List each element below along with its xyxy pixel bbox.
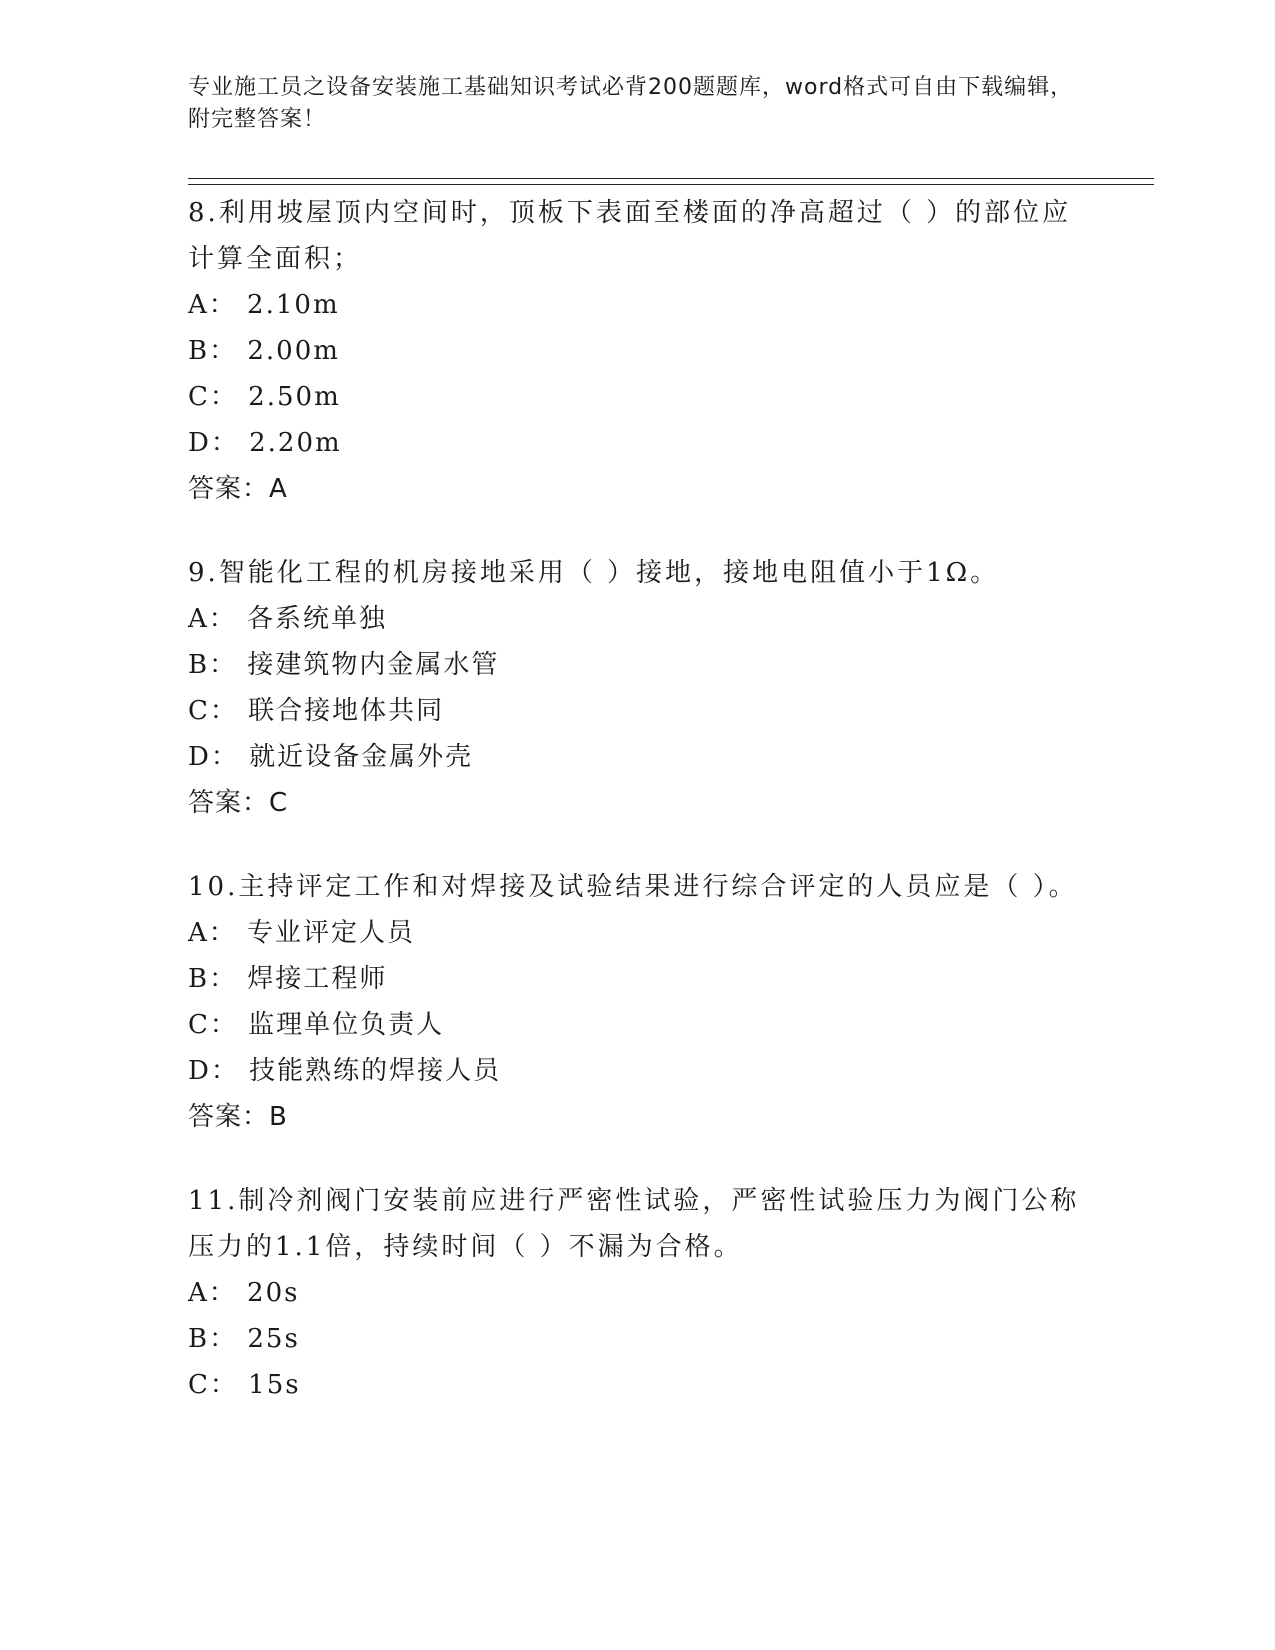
answer-label: 答案： <box>188 1102 270 1132</box>
option-text: 25s <box>247 1324 300 1354</box>
option-separator: ： <box>208 1278 248 1308</box>
option-separator: ： <box>208 918 248 948</box>
header-divider-bottom <box>188 184 1154 185</box>
option-separator: ： <box>210 1056 250 1086</box>
option-item <box>188 642 1088 688</box>
option-separator: ： <box>209 1010 249 1040</box>
option-text: 焊接工程师 <box>247 964 388 994</box>
option-item <box>188 1270 1088 1316</box>
option-text: 专业评定人员 <box>247 918 416 948</box>
option-item <box>188 328 1088 374</box>
option-item <box>188 734 1088 780</box>
option-key: D <box>188 428 211 458</box>
answer-line <box>188 466 1088 512</box>
option-key: C <box>188 696 210 726</box>
option-key: D <box>188 742 211 772</box>
question-block <box>188 1178 1088 1408</box>
option-separator: ： <box>209 964 248 994</box>
option-separator: ： <box>208 604 248 634</box>
answer-value: A <box>269 474 288 504</box>
option-text: 各系统单独 <box>247 604 388 634</box>
option-key: A <box>188 290 209 320</box>
question-stem: 利用坡屋顶内空间时，顶板下表面至楼面的净高超过（ ）的部位应计算全面积； <box>188 198 1072 274</box>
question-block <box>188 190 1088 512</box>
option-key: D <box>188 1056 211 1086</box>
option-text: 2.10m <box>247 290 340 320</box>
question-text <box>188 550 1088 596</box>
option-text: 监理单位负责人 <box>248 1010 445 1040</box>
option-item <box>188 1002 1088 1048</box>
option-item <box>188 282 1088 328</box>
option-separator: ： <box>209 1370 249 1400</box>
option-item <box>188 596 1088 642</box>
answer-value: B <box>269 1102 288 1132</box>
question-number: 8. <box>188 198 219 228</box>
option-separator: ： <box>209 1324 248 1354</box>
option-item <box>188 956 1088 1002</box>
option-key: C <box>188 1010 210 1040</box>
question-block <box>188 550 1088 826</box>
option-item <box>188 1362 1088 1408</box>
question-list <box>188 190 1088 1446</box>
question-text <box>188 190 1088 282</box>
option-text: 接建筑物内金属水管 <box>247 650 500 680</box>
option-separator: ： <box>209 382 249 412</box>
document-header: 专业施工员之设备安装施工基础知识考试必背200题题库，word格式可自由下载编辑，附完整答案！ <box>188 75 1074 132</box>
option-separator: ： <box>208 290 248 320</box>
option-text: 20s <box>247 1278 300 1308</box>
question-number: 9. <box>188 558 219 588</box>
option-item <box>188 374 1088 420</box>
answer-label: 答案： <box>188 474 270 504</box>
option-item <box>188 688 1088 734</box>
question-text <box>188 1178 1088 1270</box>
option-item <box>188 420 1088 466</box>
answer-line <box>188 1094 1088 1140</box>
option-key: C <box>188 382 210 412</box>
option-text: 技能熟练的焊接人员 <box>249 1056 502 1086</box>
option-item <box>188 910 1088 956</box>
option-key: B <box>188 336 210 366</box>
option-key: A <box>188 604 209 634</box>
question-stem: 主持评定工作和对焊接及试验结果进行综合评定的人员应是（ ）。 <box>238 872 1078 902</box>
option-key: B <box>188 1324 210 1354</box>
question-number: 11. <box>188 1186 239 1216</box>
option-separator: ： <box>210 742 250 772</box>
option-text: 15s <box>248 1370 301 1400</box>
question-text <box>188 864 1088 910</box>
option-separator: ： <box>209 696 249 726</box>
option-separator: ： <box>210 428 250 458</box>
option-separator: ： <box>209 336 248 366</box>
option-text: 2.20m <box>249 428 342 458</box>
header-divider-top <box>188 178 1154 179</box>
option-key: A <box>188 918 209 948</box>
option-separator: ： <box>209 650 248 680</box>
option-item <box>188 1316 1088 1362</box>
option-key: C <box>188 1370 210 1400</box>
answer-label: 答案： <box>188 788 270 818</box>
answer-value: C <box>269 788 289 818</box>
question-stem: 智能化工程的机房接地采用（ ）接地，接地电阻值小于1Ω。 <box>218 558 1000 588</box>
answer-line <box>188 780 1088 826</box>
question-number: 10. <box>188 872 239 902</box>
option-text: 联合接地体共同 <box>248 696 445 726</box>
option-text: 2.00m <box>247 336 340 366</box>
question-block <box>188 864 1088 1140</box>
option-key: B <box>188 650 210 680</box>
option-text: 就近设备金属外壳 <box>249 742 474 772</box>
option-key: A <box>188 1278 209 1308</box>
option-text: 2.50m <box>248 382 341 412</box>
option-item <box>188 1048 1088 1094</box>
option-key: B <box>188 964 210 994</box>
question-stem: 制冷剂阀门安装前应进行严密性试验，严密性试验压力为阀门公称压力的1.1倍，持续时间（ ）不漏为合格。 <box>188 1186 1080 1262</box>
